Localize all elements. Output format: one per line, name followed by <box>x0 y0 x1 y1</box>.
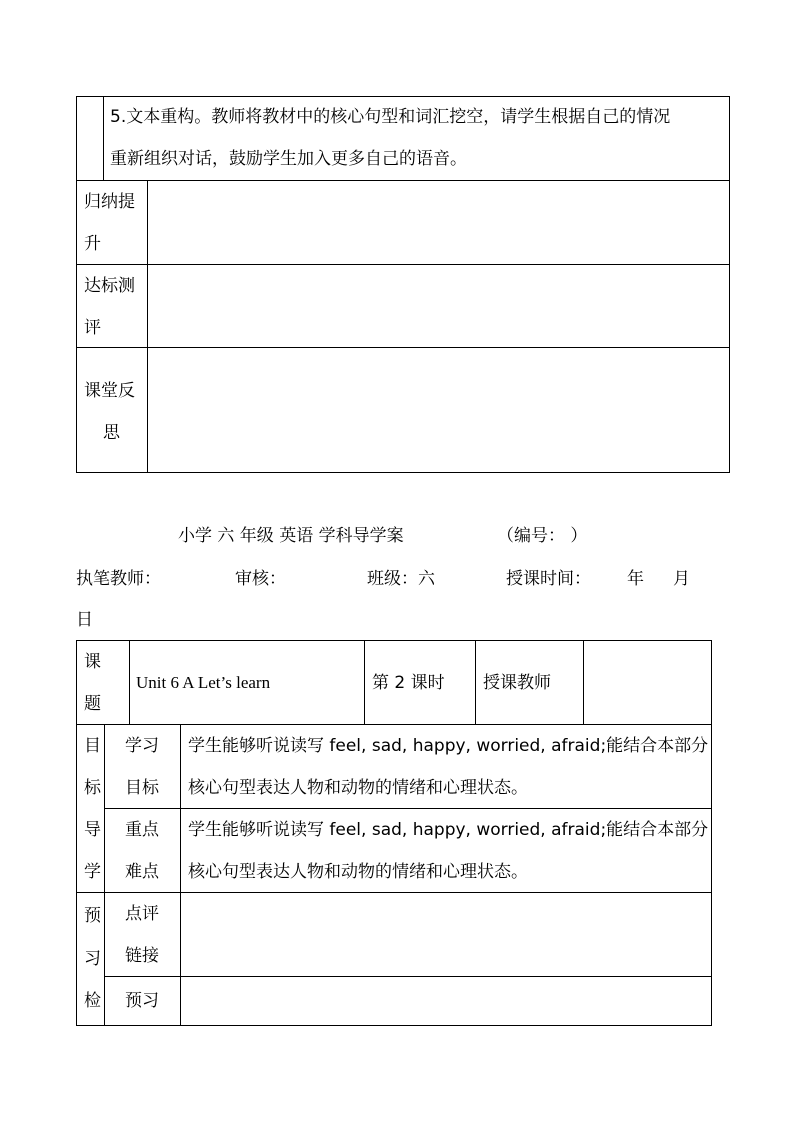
step5-line1: 5.文本重构。教师将教材中的核心句型和词汇挖空，请学生根据自己的情况 <box>110 107 671 127</box>
review-link-label: 点评 <box>125 904 159 924</box>
table-border <box>583 640 584 724</box>
reflection-label: 课堂反 <box>84 381 135 401</box>
table-border <box>729 96 730 473</box>
goal-text: 核心句型表达人物和动物的情绪和心理状态。 <box>188 778 528 798</box>
teacher-label: 授课教师 <box>483 673 551 693</box>
class-label: 班级：六 <box>367 569 435 589</box>
table-border <box>76 640 712 641</box>
goal-label: 学习 <box>125 736 159 756</box>
year-label: 年 <box>627 569 644 589</box>
step5-line2: 重新组织对话，鼓励学生加入更多自己的语音。 <box>110 149 467 169</box>
preview-char: 习 <box>84 949 101 969</box>
author-label: 执笔教师： <box>76 569 161 589</box>
table-border <box>180 724 181 1026</box>
guide-char: 学 <box>84 862 101 882</box>
assessment-label: 评 <box>84 318 101 338</box>
guide-char: 导 <box>84 820 101 840</box>
guide-char: 目 <box>84 736 101 756</box>
table-border <box>76 724 712 725</box>
table-border <box>129 640 130 724</box>
table-border <box>76 96 77 473</box>
key-label: 难点 <box>125 862 159 882</box>
preview-char: 检 <box>84 991 101 1011</box>
table-border <box>147 180 148 473</box>
table-border <box>104 976 712 977</box>
table-border <box>104 724 105 1026</box>
table-border <box>475 640 476 724</box>
key-label: 重点 <box>125 820 159 840</box>
guide-char: 标 <box>84 778 101 798</box>
time-label: 授课时间： <box>506 569 591 589</box>
summary-label: 升 <box>84 234 101 254</box>
table-border <box>711 640 712 1026</box>
goal-label: 目标 <box>125 778 159 798</box>
page-title: 小学 六 年级 英语 学科导学案 <box>178 526 404 546</box>
table-border <box>76 96 730 97</box>
table-border <box>76 264 730 265</box>
preview-char: 预 <box>84 906 101 926</box>
number-label: （编号： ） <box>497 526 588 546</box>
topic-label: 课 <box>84 652 101 672</box>
review-link-label: 链接 <box>125 946 159 966</box>
table-border <box>76 892 712 893</box>
summary-label: 归纳提 <box>84 192 135 212</box>
month-label: 月 <box>673 569 690 589</box>
table-border <box>76 1025 712 1026</box>
review-label: 审核： <box>235 569 286 589</box>
goal-text: 学生能够听说读写 feel, sad, happy, worried, afraid;能结合本部分 <box>188 736 709 756</box>
key-text: 核心句型表达人物和动物的情绪和心理状态。 <box>188 862 528 882</box>
table-border <box>76 180 730 181</box>
topic-label: 题 <box>84 694 101 714</box>
table-border <box>364 640 365 724</box>
table-border <box>76 347 730 348</box>
reflection-label: 思 <box>103 423 120 443</box>
table-border <box>76 640 77 1026</box>
assessment-label: 达标测 <box>84 276 135 296</box>
table-border <box>76 472 730 473</box>
table-border <box>104 808 712 809</box>
key-text: 学生能够听说读写 feel, sad, happy, worried, afraid;能结合本部分 <box>188 820 709 840</box>
day-label: 日 <box>76 610 93 630</box>
period-label: 第 2 课时 <box>372 673 445 693</box>
table-border <box>103 96 104 180</box>
preview-label: 预习 <box>125 991 159 1011</box>
topic-value: Unit 6 A Let’s learn <box>136 673 271 692</box>
